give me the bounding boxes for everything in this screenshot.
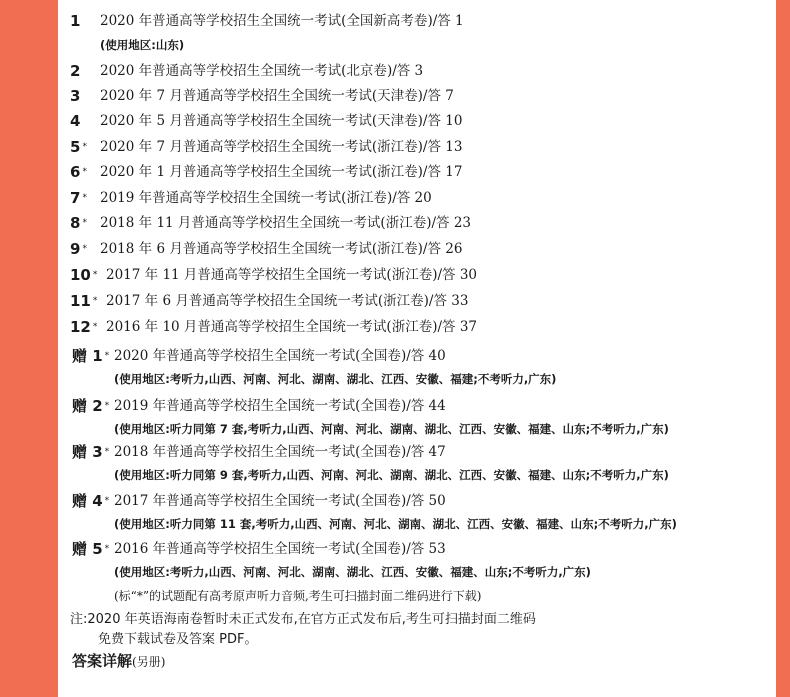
gift-number-text: 赠 1: [72, 347, 103, 365]
toc-entry[interactable]: [58, 10, 776, 34]
toc-entry[interactable]: [58, 264, 776, 288]
entry-number-text: 4: [70, 112, 81, 130]
volume-name: 浙江卷: [377, 164, 418, 180]
gift-number-text: 赠 3: [72, 443, 103, 461]
volume-name: 北京卷: [346, 63, 387, 79]
gift-region: (使用地区:考听力,山西、河南、河北、湖南、湖北、江西、安徽、福建;不考听力,广东): [114, 372, 557, 386]
entry-title: 2017 年 6 月普通高等学校招生全国统一考试(浙江卷)/答 33: [106, 293, 469, 309]
entry-number: [70, 290, 97, 312]
answer-page: /答 7: [422, 88, 454, 104]
audio-star-mark: *: [104, 496, 110, 506]
gift-entry[interactable]: [58, 441, 776, 465]
toc-entry[interactable]: [58, 60, 776, 84]
gift-region: (使用地区:听力同第 9 套,考听力,山西、河南、河北、湖南、湖北、江西、安徽、福建、山东;不考听力,广东): [114, 468, 669, 482]
exam-name: 2016 年 10 月普通高等学校招生全国统一考试: [106, 319, 387, 335]
entry-number: [70, 136, 87, 158]
entry-title: 2018 年 11 月普通高等学校招生全国统一考试(浙江卷)/答 23: [100, 215, 472, 231]
entry-number: [70, 187, 87, 209]
toc-entry[interactable]: [58, 316, 776, 340]
entry-number: [70, 264, 97, 286]
answer-page: /答 10: [422, 113, 463, 129]
toc-entry[interactable]: [58, 136, 776, 160]
volume-name: 全国卷: [360, 348, 401, 364]
entry-title: 2020 年普通高等学校招生全国统一考试(北京卷)/答 3: [100, 63, 424, 79]
answer-page: /答 47: [406, 444, 446, 460]
entry-number-text: 10: [70, 266, 91, 284]
gift-number: [72, 345, 109, 367]
volume-name: 浙江卷: [377, 139, 418, 155]
gift-region: (使用地区:考听力,山西、河南、河北、湖南、湖北、江西、安徽、福建、山东;不考听力,广东): [114, 565, 591, 579]
entry-number: [70, 212, 87, 234]
exam-name: 2020 年普通高等学校招生全国统一考试: [100, 13, 342, 29]
volume-name: 全国卷: [360, 493, 401, 509]
gift-number-text: 赠 2: [72, 397, 103, 415]
entry-number-text: 6: [70, 163, 81, 181]
exam-name: 2020 年普通高等学校招生全国统一考试: [114, 348, 356, 364]
audio-star-mark: *: [104, 544, 110, 554]
exam-name: 2018 年 6 月普通高等学校招生全国统一考试: [100, 241, 372, 257]
entry-number-text: 9: [70, 240, 81, 258]
volume-name: 浙江卷: [391, 267, 433, 283]
gift-entry[interactable]: [58, 538, 776, 562]
gift-region: (使用地区:听力同第 11 套,考听力,山西、河南、河北、湖南、湖北、江西、安徽、福建、山东;不考听力,广东): [114, 517, 677, 531]
audio-star-mark: *: [92, 296, 98, 306]
exam-name: 2018 年 11 月普通高等学校招生全国统一考试: [100, 215, 381, 231]
volume-name: 浙江卷: [385, 215, 427, 231]
answer-page: /答 53: [406, 541, 446, 557]
audio-star-mark: *: [104, 401, 110, 411]
audio-star-mark: *: [82, 244, 87, 254]
entry-title: 2018 年 6 月普通高等学校招生全国统一考试(浙江卷)/答 26: [100, 241, 463, 257]
volume-name: 天津卷: [377, 113, 418, 129]
entry-number: [70, 316, 97, 338]
entry-number-text: 12: [70, 318, 91, 336]
exam-name: 2018 年普通高等学校招生全国统一考试: [114, 444, 356, 460]
answer-page: /答 23: [431, 215, 472, 231]
volume-name: 浙江卷: [377, 241, 418, 257]
audio-star-mark: *: [104, 351, 110, 361]
answer-page: /答 13: [422, 139, 463, 155]
volume-name: 浙江卷: [346, 190, 387, 206]
gift-number: [72, 490, 109, 512]
entry-number: [70, 85, 80, 107]
toc-entry[interactable]: [58, 187, 776, 211]
entry-number-text: 11: [70, 292, 91, 310]
entry-number-text: 3: [70, 87, 81, 105]
answers-section[interactable]: [72, 650, 165, 671]
gift-number-text: 赠 5: [72, 540, 103, 558]
volume-name: 全国新高考卷: [346, 13, 428, 29]
toc-entry[interactable]: [58, 85, 776, 109]
entry-title: 2020 年 7 月普通高等学校招生全国统一考试(浙江卷)/答 13: [100, 139, 463, 155]
entry-number: [70, 10, 80, 32]
gift-title: 2019 年普通高等学校招生全国统一考试(全国卷)/答 44: [114, 398, 446, 414]
exam-name: 2020 年普通高等学校招生全国统一考试: [100, 63, 342, 79]
exam-name: 2016 年普通高等学校招生全国统一考试: [114, 541, 356, 557]
entry-title: 2020 年 5 月普通高等学校招生全国统一考试(天津卷)/答 10: [100, 113, 463, 129]
answer-page: /答 3: [392, 63, 424, 79]
volume-name: 天津卷: [377, 88, 418, 104]
audio-star-mark: *: [82, 193, 87, 203]
entry-number-text: 5: [70, 138, 81, 156]
toc-entry[interactable]: [58, 110, 776, 134]
gift-number: [72, 441, 109, 463]
audio-star-mark: *: [82, 167, 87, 177]
entry-title: 2017 年 11 月普通高等学校招生全国统一考试(浙江卷)/答 30: [106, 267, 478, 283]
exam-name: 2020 年 1 月普通高等学校招生全国统一考试: [100, 164, 372, 180]
entry-number-text: 8: [70, 214, 81, 232]
gift-entry[interactable]: [58, 345, 776, 369]
answers-subtitle: (另册): [132, 655, 166, 669]
answer-page: /答 50: [406, 493, 446, 509]
answer-page: /答 26: [422, 241, 463, 257]
exam-name: 2017 年 6 月普通高等学校招生全国统一考试: [106, 293, 378, 309]
entry-region: (使用地区:山东): [100, 38, 185, 52]
audio-star-mark: *: [104, 447, 110, 457]
audio-star-mark: *: [82, 142, 87, 152]
answer-page: /答 17: [422, 164, 463, 180]
entry-title: 2019 年普通高等学校招生全国统一考试(浙江卷)/答 20: [100, 190, 432, 206]
answer-page: /答 37: [437, 319, 478, 335]
exam-name: 2017 年普通高等学校招生全国统一考试: [114, 493, 356, 509]
entry-title: 2020 年 1 月普通高等学校招生全国统一考试(浙江卷)/答 17: [100, 164, 463, 180]
audio-star-mark: *: [92, 322, 98, 332]
gift-entry[interactable]: [58, 395, 776, 419]
gift-title: 2016 年普通高等学校招生全国统一考试(全国卷)/答 53: [114, 541, 446, 557]
exam-name: 2017 年 11 月普通高等学校招生全国统一考试: [106, 267, 387, 283]
entry-number-text: 2: [70, 62, 81, 80]
volume-name: 浙江卷: [391, 319, 433, 335]
audio-star-mark: *: [92, 270, 98, 280]
gift-number: [72, 538, 109, 560]
entry-title: 2020 年普通高等学校招生全国统一考试(全国新高考卷)/答 1: [100, 13, 464, 29]
toc-entry[interactable]: [58, 161, 776, 185]
volume-name: 全国卷: [360, 541, 401, 557]
gift-number: [72, 395, 109, 417]
volume-name: 浙江卷: [383, 293, 424, 309]
publication-note: 注:2020 年英语海南卷暂时未正式发布,在官方正式发布后,考生可扫描封面二维码: [70, 612, 536, 627]
gift-title: 2020 年普通高等学校招生全国统一考试(全国卷)/答 40: [114, 348, 446, 364]
exam-name: 2019 年普通高等学校招生全国统一考试: [100, 190, 342, 206]
toc-entry[interactable]: [58, 212, 776, 236]
exam-name: 2020 年 5 月普通高等学校招生全国统一考试: [100, 113, 372, 129]
audio-footnote: (标“*”的试题配有高考原声听力音频,考生可扫描封面二维码进行下载): [114, 589, 482, 603]
answer-page: /答 33: [428, 293, 469, 309]
gift-title: 2017 年普通高等学校招生全国统一考试(全国卷)/答 50: [114, 493, 446, 509]
toc-entry[interactable]: [58, 238, 776, 262]
entry-number: [70, 110, 80, 132]
volume-name: 全国卷: [360, 398, 401, 414]
answer-page: /答 20: [392, 190, 432, 206]
gift-number-text: 赠 4: [72, 492, 103, 510]
exam-name: 2019 年普通高等学校招生全国统一考试: [114, 398, 356, 414]
answer-page: /答 40: [406, 348, 446, 364]
audio-star-mark: *: [82, 218, 87, 228]
publication-note-cont: 免费下载试卷及答案 PDF。: [98, 632, 258, 647]
answer-page: /答 44: [406, 398, 446, 414]
entry-number: [70, 238, 87, 260]
exam-name: 2020 年 7 月普通高等学校招生全国统一考试: [100, 139, 372, 155]
answer-page: /答 1: [432, 13, 464, 29]
entry-number: [70, 161, 87, 183]
toc-entry[interactable]: [58, 290, 776, 314]
volume-name: 全国卷: [360, 444, 401, 460]
contents-page: [58, 0, 776, 697]
answer-page: /答 30: [437, 267, 478, 283]
gift-title: 2018 年普通高等学校招生全国统一考试(全国卷)/答 47: [114, 444, 446, 460]
gift-region: (使用地区:听力同第 7 套,考听力,山西、河南、河北、湖南、湖北、江西、安徽、福建、山东;不考听力,广东): [114, 422, 669, 436]
entry-number-text: 7: [70, 189, 81, 207]
entry-title: 2016 年 10 月普通高等学校招生全国统一考试(浙江卷)/答 37: [106, 319, 478, 335]
answers-title: 答案详解: [72, 652, 133, 670]
entry-title: 2020 年 7 月普通高等学校招生全国统一考试(天津卷)/答 7: [100, 88, 454, 104]
exam-name: 2020 年 7 月普通高等学校招生全国统一考试: [100, 88, 372, 104]
entry-number-text: 1: [70, 12, 81, 30]
gift-entry[interactable]: [58, 490, 776, 514]
entry-number: [70, 60, 80, 82]
